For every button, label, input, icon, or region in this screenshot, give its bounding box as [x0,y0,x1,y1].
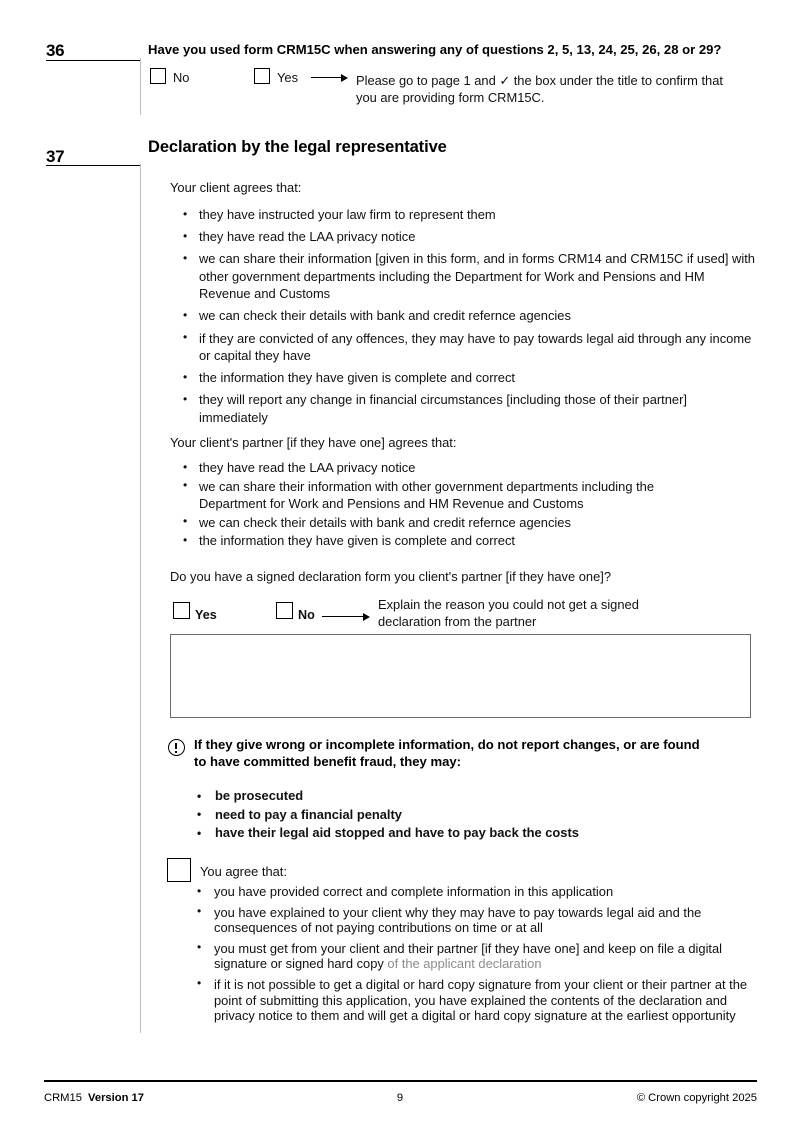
footer-page-number: 9 [396,1092,404,1104]
footer-form-code: CRM15 [44,1092,82,1104]
list-item-with-link [192,941,757,972]
list-item: • we can share their information with other government departments including the Department for Work and Pensions and HM Revenue and Customs [178,478,718,513]
question-36-number: 36 [46,41,65,60]
you-agree-list [192,884,757,1029]
q36-label-yes: Yes [277,70,299,85]
signed-declaration-arrow-icon [322,611,370,621]
signed-declaration-checkbox-yes[interactable] [173,602,190,619]
q36-arrow-icon [311,72,348,82]
list-item: • they have read the LAA privacy notice [178,459,718,477]
question-37-number: 37 [46,147,65,166]
client-agrees-intro: Your client agrees that: [170,180,302,195]
list-item: • you have explained to your client why they may have to pay towards legal aid and the consequences of not paying contributions on time or at all [192,905,757,936]
question-36-side-rule [140,58,141,115]
list-item: • be prosecuted [192,787,732,806]
explain-reason-textarea[interactable] [170,634,751,718]
question-36-title: Have you used form CRM15C when answering any of questions 2, 5, 13, 24, 25, 26, 28 or 29? [148,42,722,57]
list-item: • if they are convicted of any offences, they may have to pay towards legal aid through any income or capital they have [178,330,756,365]
footer-copyright: © Crown copyright 2025 [636,1092,757,1104]
explain-reason-line1: Explain the reason you could not get a signed [378,597,639,612]
question-37-rule [46,165,141,166]
list-item: • the information they have given is complete and correct [178,369,756,387]
q36-checkbox-yes[interactable] [254,68,270,84]
signed-declaration-checkbox-no[interactable] [276,602,293,619]
question-36-rule [46,60,141,61]
applicant-declaration-link[interactable]: of the applicant declaration [387,956,542,972]
partner-agrees-list [178,459,718,551]
question-37-side-rule [140,164,141,1033]
signed-declaration-question: Do you have a signed declaration form you client's partner [if they have one]? [170,569,612,584]
warning-line2: to have committed benefit fraud, they may: [194,754,462,769]
list-item: • we can check their details with bank and credit refernce agencies [178,514,718,532]
agree-bullet-3-text: you must get from your client and their partner [if they have one] and keep on file a digital signature or signed hard copy [214,940,723,972]
you-agree-label: You agree that: [200,864,287,879]
footer-rule [44,1080,757,1082]
signed-declaration-label-yes: Yes [195,608,217,622]
q36-guidance-line1: Please go to page 1 and ✓ the box under the title to confirm that [356,73,723,88]
list-item: • if it is not possible to get a digital or hard copy signature from your client or their partner at the point of submitting this application, you have explained the contents of the declaration and privacy notice to them and will get a digital or hard copy signature at the earliest opportunity [192,977,757,1024]
warning-line1: If they give wrong or incomplete information, do not report changes, or are found [194,737,700,752]
question-37-heading: Declaration by the legal representative [148,138,447,156]
list-item: • the information they have given is complete and correct [178,532,718,550]
list-item: • they have instructed your law firm to represent them [178,206,756,224]
you-agree-checkbox[interactable] [167,858,191,882]
list-item: • we can share their information [given in this form, and in forms CRM14 and CRM15C if used] with other government departments including the Department for Work and Pensions and HM Revenue and Customs [178,250,756,303]
explain-reason-line2: declaration from the partner [378,614,537,629]
signed-declaration-label-no: No [298,608,315,622]
list-item: • have their legal aid stopped and have to pay back the costs [192,824,732,843]
list-item: • you have provided correct and complete information in this application [192,884,757,900]
footer-version: Version 17 [88,1092,144,1104]
partner-agrees-intro: Your client's partner [if they have one] agrees that: [170,435,457,450]
warning-icon [168,739,185,756]
q36-label-no: No [173,70,190,85]
list-item: • need to pay a financial penalty [192,806,732,825]
list-item: • they have read the LAA privacy notice [178,228,756,246]
list-item: • we can check their details with bank and credit refernce agencies [178,307,756,325]
list-item: • they will report any change in financial circumstances [including those of their partner] immediately [178,391,756,426]
q36-guidance-line2: you are providing form CRM15C. [356,90,545,105]
client-agrees-list [178,206,756,431]
warning-consequences-list [192,787,732,843]
q36-checkbox-no[interactable] [150,68,166,84]
